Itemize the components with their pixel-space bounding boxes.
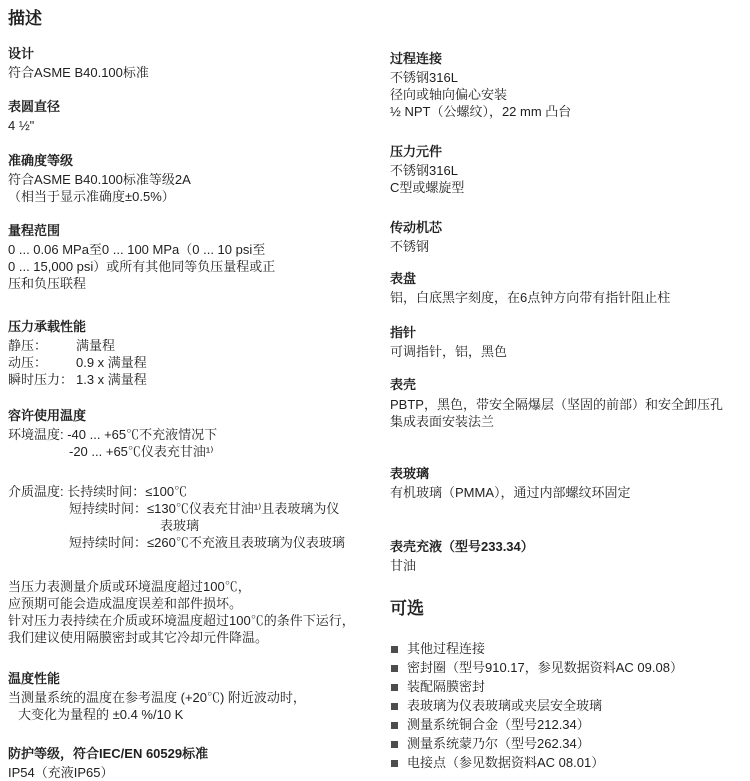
window-line: 有机玻璃（PMMA），通过内部螺纹环固定 bbox=[390, 485, 631, 500]
list-item bbox=[390, 754, 742, 772]
pressure-element-heading: 压力元件 bbox=[390, 144, 443, 159]
range-heading: 量程范围 bbox=[8, 223, 61, 238]
optional-item-label: 测量系统蒙乃尔（型号262.34） bbox=[407, 736, 590, 751]
right-column bbox=[390, 0, 742, 773]
case-line: 集成表面安装法兰 bbox=[390, 414, 495, 429]
ambient-temp-line: -20 ... +65℃仪表充甘油¹⁾ bbox=[69, 444, 214, 459]
dial-size-heading: 表圆直径 bbox=[8, 99, 61, 114]
row-value: 满量程 bbox=[76, 338, 116, 353]
process-connection-line: ½ NPT（公螺纹），22 mm 凸台 bbox=[390, 104, 572, 119]
row-label: 瞬时压力： bbox=[8, 372, 74, 387]
list-item bbox=[390, 678, 742, 696]
optional-item-label: 电接点（参见数据资料AC 08.01） bbox=[407, 755, 605, 770]
section-ingress-protection bbox=[8, 745, 378, 781]
page-title: 描述 bbox=[8, 9, 42, 28]
case-filling-line: 甘油 bbox=[390, 558, 417, 573]
section-window bbox=[390, 465, 742, 501]
row-value: 0.9 x 满量程 bbox=[76, 355, 147, 370]
pointer-heading: 指针 bbox=[390, 325, 417, 340]
section-design bbox=[8, 45, 378, 81]
medium-temp-line: 表玻璃 bbox=[160, 518, 200, 533]
medium-temp-line: 短持续时间：≤130℃仪表充甘油¹⁾且表玻璃为仪 bbox=[69, 501, 340, 516]
square-bullet-icon bbox=[391, 703, 398, 710]
list-item bbox=[390, 659, 742, 677]
ingress-heading: 防护等级，符合IEC/EN 60529标准 bbox=[8, 746, 209, 761]
list-item bbox=[390, 735, 742, 753]
accuracy-heading: 准确度等级 bbox=[8, 153, 74, 168]
pressure-load-row bbox=[8, 354, 378, 371]
process-connection-line: 不锈钢316L bbox=[390, 70, 458, 85]
note-line: 针对压力表持续在介质或环境温度超过100℃的条件下运行， bbox=[8, 613, 355, 628]
case-filling-heading: 表壳充液（型号233.34） bbox=[390, 539, 534, 554]
pressure-load-row bbox=[8, 371, 378, 388]
window-heading: 表玻璃 bbox=[390, 466, 430, 481]
section-temperature bbox=[8, 407, 378, 551]
section-pressure-load bbox=[8, 318, 378, 388]
section-accuracy bbox=[8, 152, 378, 205]
medium-temp-line: 短持续时间：≤260℃不充液且表玻璃为仪表玻璃 bbox=[69, 535, 345, 550]
section-pressure-element bbox=[390, 143, 742, 196]
square-bullet-icon bbox=[391, 760, 398, 767]
pressure-element-line: 不锈钢316L bbox=[390, 163, 458, 178]
left-column bbox=[8, 0, 378, 781]
optional-title: 可选 bbox=[390, 599, 424, 618]
pressure-load-heading: 压力承载性能 bbox=[8, 319, 87, 334]
note-line: 我们建议使用隔膜密封或其它冷却元件降温。 bbox=[8, 630, 269, 645]
accuracy-line: （相当于显示准确度±0.5%） bbox=[8, 189, 175, 204]
optional-list bbox=[390, 640, 742, 772]
optional-item-label: 其他过程连接 bbox=[407, 641, 486, 656]
range-line: 0 ... 15,000 psi）或所有其他同等负压量程或正 bbox=[8, 259, 276, 274]
temp-effect-line: 大变化为量程的 ±0.4 %/10 K bbox=[18, 707, 184, 722]
row-label: 静压： bbox=[8, 338, 48, 353]
optional-item-label: 密封圈（型号910.17，参见数据资料AC 09.08） bbox=[407, 660, 683, 675]
design-line: 符合ASME B40.100标准 bbox=[8, 65, 149, 80]
pressure-element-line: C型或螺旋型 bbox=[390, 180, 465, 195]
case-line: PBTP，黑色，带安全隔爆层（坚固的前部）和安全卸压孔 bbox=[390, 397, 723, 412]
optional-item-label: 表玻璃为仪表玻璃或夹层安全玻璃 bbox=[407, 698, 603, 713]
dial-line: 铝，白底黑字刻度，在6点钟方向带有指针阻止柱 bbox=[390, 290, 671, 305]
square-bullet-icon bbox=[391, 741, 398, 748]
case-heading: 表壳 bbox=[390, 377, 417, 392]
optional-item-label: 测量系统铜合金（型号212.34） bbox=[407, 717, 590, 732]
section-pointer bbox=[390, 324, 742, 360]
square-bullet-icon bbox=[391, 684, 398, 691]
temperature-warning-note bbox=[8, 578, 378, 646]
optional-item-label: 装配隔膜密封 bbox=[407, 679, 486, 694]
section-process-connection bbox=[390, 50, 742, 120]
pressure-load-row bbox=[8, 337, 378, 354]
section-temp-effect bbox=[8, 670, 378, 723]
section-case bbox=[390, 376, 742, 430]
section-case-filling bbox=[390, 538, 742, 574]
note-line: 应预期可能会造成温度误差和部件损坏。 bbox=[8, 596, 243, 611]
square-bullet-icon bbox=[391, 722, 398, 729]
row-value: 1.3 x 满量程 bbox=[76, 372, 147, 387]
note-line: 当压力表测量介质或环境温度超过100℃， bbox=[8, 579, 251, 594]
ingress-line: IP54（充液IP65） bbox=[8, 765, 114, 780]
temp-effect-line: 当测量系统的温度在参考温度 (+20℃) 附近波动时， bbox=[8, 690, 306, 705]
medium-temp-line: 介质温度: 长持续时间：≤100℃ bbox=[8, 484, 188, 499]
process-connection-line: 径向或轴向偏心安装 bbox=[390, 87, 508, 102]
dial-size-line: 4 ½" bbox=[8, 118, 35, 133]
section-movement bbox=[390, 219, 742, 255]
square-bullet-icon bbox=[391, 646, 398, 653]
square-bullet-icon bbox=[391, 665, 398, 672]
section-dial-size bbox=[8, 98, 378, 134]
row-label: 动压： bbox=[8, 355, 48, 370]
range-line: 0 ... 0.06 MPa至0 ... 100 MPa（0 ... 10 psi至 bbox=[8, 242, 266, 257]
section-range bbox=[8, 222, 378, 292]
movement-line: 不锈钢 bbox=[390, 239, 430, 254]
accuracy-line: 符合ASME B40.100标准等级2A bbox=[8, 172, 191, 187]
section-dial bbox=[390, 270, 742, 306]
process-connection-heading: 过程连接 bbox=[390, 51, 443, 66]
pointer-line: 可调指针，铝，黑色 bbox=[390, 344, 508, 359]
range-line: 压和负压联程 bbox=[8, 276, 87, 291]
temperature-heading: 容许使用温度 bbox=[8, 408, 87, 423]
dial-heading: 表盘 bbox=[390, 271, 417, 286]
design-heading: 设计 bbox=[8, 46, 35, 61]
list-item bbox=[390, 697, 742, 715]
movement-heading: 传动机芯 bbox=[390, 220, 443, 235]
list-item bbox=[390, 640, 742, 658]
list-item bbox=[390, 716, 742, 734]
ambient-temp-line: 环境温度: -40 ... +65℃不充液情况下 bbox=[8, 427, 218, 442]
temp-effect-heading: 温度性能 bbox=[8, 671, 61, 686]
